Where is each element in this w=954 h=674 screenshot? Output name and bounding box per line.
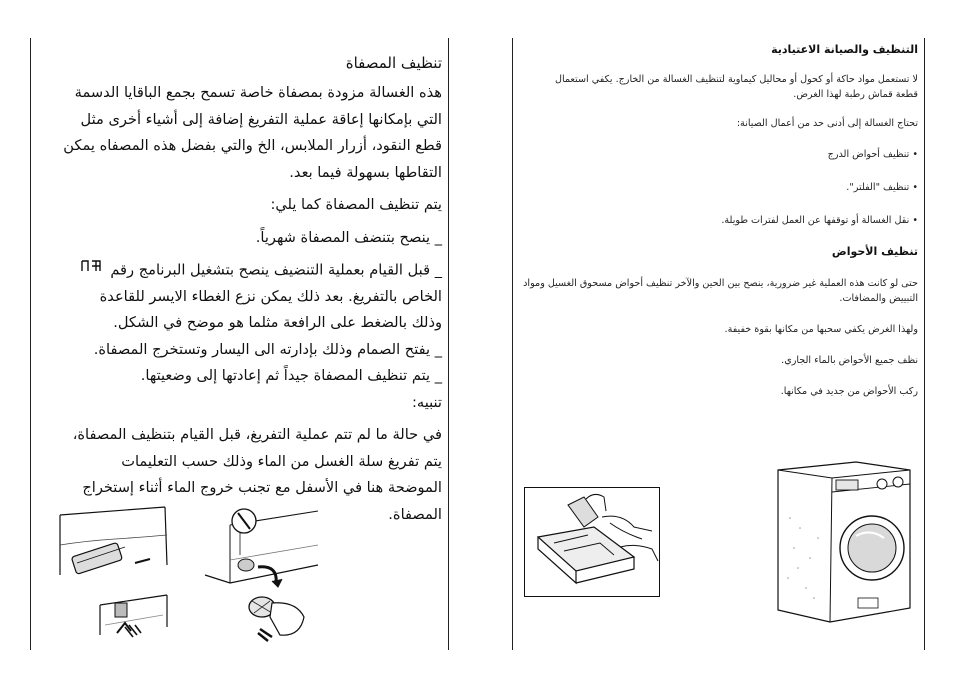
note-line: المصفاة.	[388, 505, 442, 523]
left-page	[60, 50, 442, 528]
left-outer-border	[30, 38, 31, 650]
intro-line: التقاطها بسهولة فيما بعد.	[289, 163, 442, 181]
note-label: تنبيه:	[411, 393, 442, 411]
compartment-paragraph: حتى لو كانت هذه العملية غير ضرورية، ينصح بين الحين والآخر تنظيف أحواض مسحوق الغسيل ومواد التبييض والمضافات.	[523, 278, 918, 304]
note-line: الموضحة هنا في الأسفل مع تجنب خروج الماء أثناء إستخراج	[82, 479, 442, 497]
maintenance-heading: التنظيف والصيانة الاعتيادية	[771, 43, 918, 56]
step-text: _ قبل القيام بعملية التنضيف ينصح بتشغيل البرنامج رقم	[110, 261, 442, 279]
drain-program-icon	[80, 257, 102, 284]
cleaning-intro: لا تستعمل مواد حاكة أو كحول أو محاليل كيماوية لتنظيف الغسالة من الخارج. يكفي استعمال قطعة قماش رطبة لهذا الغرض.	[554, 74, 918, 100]
step-item: وذلك بالضغط على الرافعة مثلما هو موضح في الشكل.	[113, 314, 442, 332]
filter-valve-illustration	[200, 505, 320, 650]
maintenance-bullet: • تنظيف أحواض الدرج	[827, 149, 918, 160]
filter-cleaning-title: تنظيف المصفاة	[345, 54, 442, 72]
right-page	[520, 42, 918, 399]
intro-line: التي بإمكانها إعاقة عملية التفريغ إضافة إلى أشياء أخرى مثل	[80, 110, 442, 128]
right-outer-border	[924, 38, 925, 650]
intro-line: هذه الغسالة مزودة بمصفاة خاصة تسمح بجمع الباقايا الدسمة	[74, 84, 442, 101]
intro-line: قطع النقود، أزرار الملابس، الخ والتي بفضل هذه المصفاه يمكن	[63, 137, 442, 154]
filter-cover-illustration	[55, 505, 175, 645]
right-inner-border	[512, 38, 513, 650]
step-item: _ يفتح الصمام وذلك بإدارته الى اليسار وتستخرج المصفاة.	[93, 340, 442, 358]
step-item	[60, 257, 442, 284]
maintenance-bullet: • تنظيف "الفلتر".	[846, 182, 918, 193]
note-line: يتم تفريغ سلة الغسل من الماء وذلك حسب التعليمات	[121, 452, 442, 470]
detergent-drawer-illustration	[524, 487, 660, 597]
note-line: في حالة ما لم تتم عملية التفريغ، قبل القيام بتنظيف المصفاة،	[72, 426, 442, 444]
maintenance-bullet: • نقل الغسالة أو توقفها عن العمل لفترات طويلة.	[721, 215, 918, 226]
left-inner-border	[448, 38, 449, 650]
compartment-cleaning-subheading: تنظيف الأحواض	[831, 245, 918, 258]
maintenance-intro: تحتاج الغسالة إلى أدنى حد من أعمال الصيانة:	[736, 118, 918, 129]
step-item: _ ينصح بتنضف المصفاة شهرياً.	[255, 228, 442, 246]
steps-intro: يتم تنظيف المصفاة كما يلي:	[270, 196, 442, 213]
washing-machine-illustration	[770, 458, 915, 628]
compartment-paragraph: ركب الأحواض من جديد في مكانها.	[780, 386, 918, 397]
step-item: _ يتم تنظيف المصفاة جيداً ثم إعادتها إلى وضعيتها.	[140, 367, 442, 385]
step-item: الخاص بالتفريغ. بعد ذلك يمكن نزع الغطاء الايسر للقاعدة	[99, 287, 442, 305]
compartment-paragraph: نظف جميع الأحواض بالماء الجاري.	[781, 355, 918, 366]
compartment-paragraph: ولهذا الغرض يكفي سحبها من مكانها بقوة خفيفة.	[724, 324, 918, 335]
